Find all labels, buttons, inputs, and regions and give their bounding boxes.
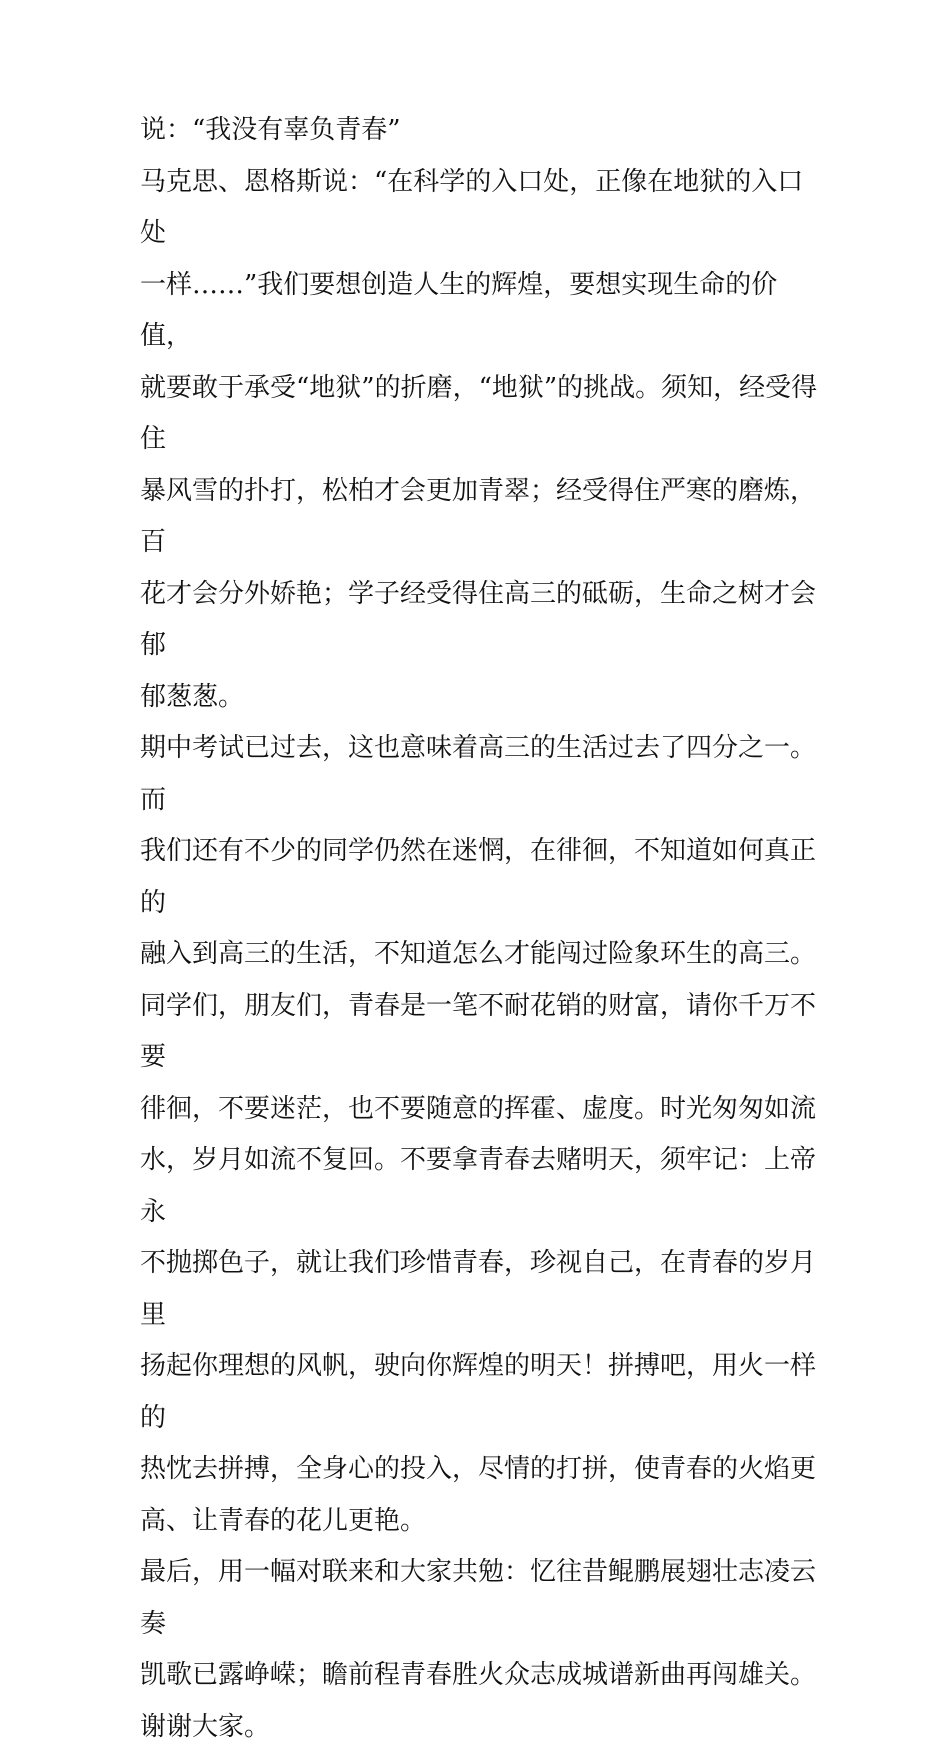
- paragraph-intro-line: 说：“我没有辜负青春”: [140, 105, 820, 157]
- document-body: [140, 105, 820, 1753]
- paragraph-marx-quote: 马克思、恩格斯说：“在科学的入口处，正像在地狱的入口处 一样……”我们要想创造人生的辉煌，要想实现生命的价值， 就要敢于承受“地狱”的折磨，“地狱”的挑战。须知，经受得住 暴风雪的扑打，松柏才会更加青翠；经受得住严寒的磨炼，百 花才会分外娇艳；学子经受得住高三的砥砺，生命之树才会郁 郁葱葱。: [140, 157, 820, 724]
- paragraph-youth: 同学们，朋友们，青春是一笔不耐花销的财富，请你千万不要 徘徊，不要迷茫，也不要随意的挥霍、虚度。时光匆匆如流 水，岁月如流不复回。不要拿青春去赌明天，须牢记：上帝永 不抛掷色子，就让我们珍惜青春，珍视自己，在青春的岁月里 扬起你理想的风帆，驶向你辉煌的明天！拼搏吧，用火一样的 热忱去拼搏，全身心的投入，尽情的打拼，使青春的火焰更 高、让青春的花儿更艳。: [140, 981, 820, 1548]
- paragraph-couplet: 最后，用一幅对联来和大家共勉：忆往昔鲲鹏展翅壮志凌云奏 凯歌已露峥嵘；瞻前程青春胜火众志成城谱新曲再闯雄关。: [140, 1547, 820, 1702]
- paragraph-midterm: 期中考试已过去，这也意味着高三的生活过去了四分之一。而 我们还有不少的同学仍然在迷惘，在徘徊，不知道如何真正的 融入到高三的生活，不知道怎么才能闯过险象环生的高三。: [140, 723, 820, 981]
- paragraph-thanks: 谢谢大家。: [140, 1702, 820, 1753]
